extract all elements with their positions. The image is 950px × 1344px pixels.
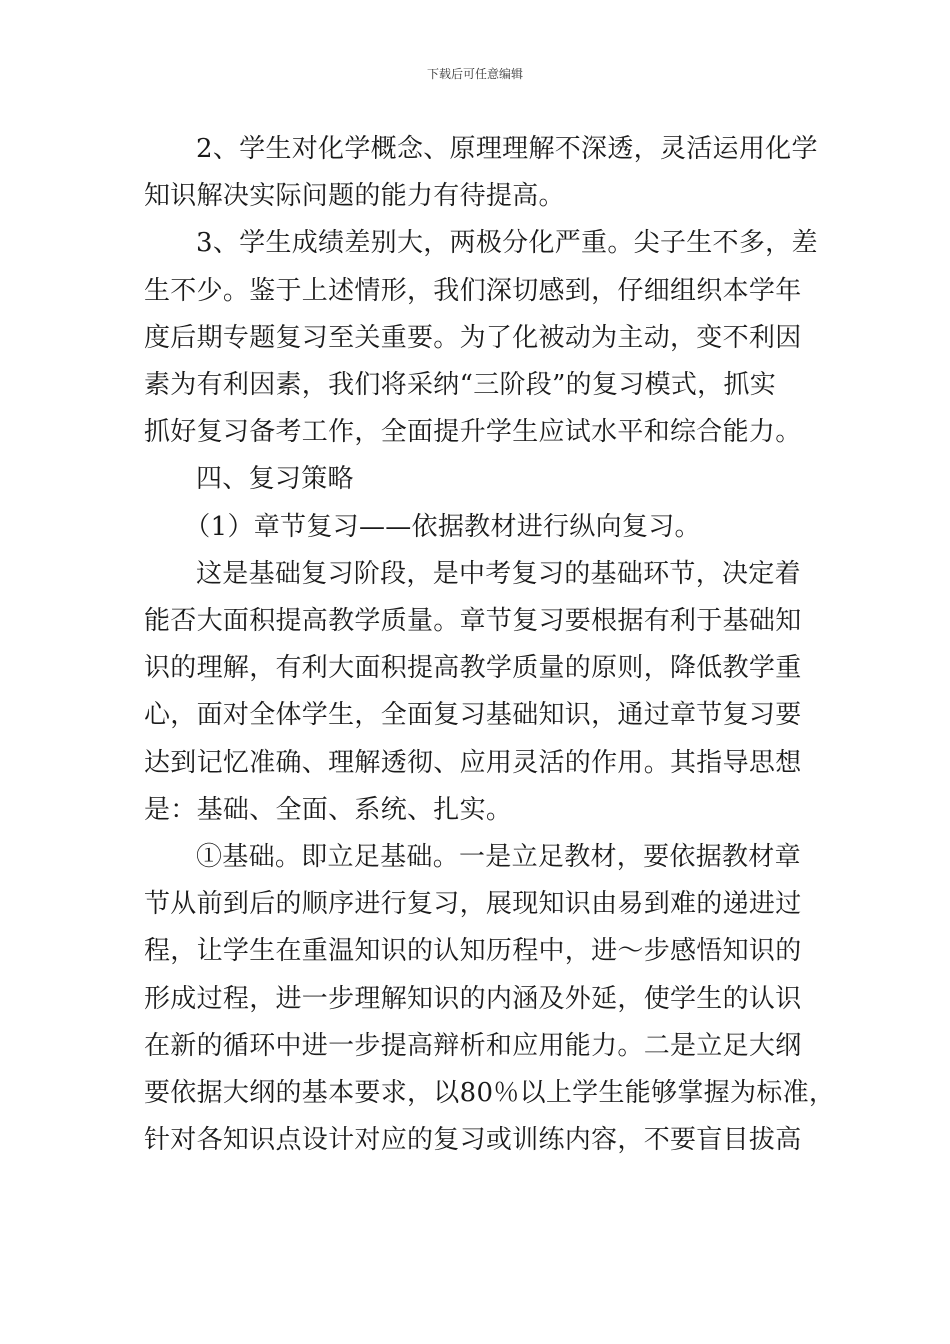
paragraph xyxy=(144,551,824,834)
text-line: 度后期专题复习至关重要。为了化被动为主动，变不利因 xyxy=(144,322,802,353)
text-line: 在新的循环中进一步提高辩析和应用能力。二是立足大纲 xyxy=(144,1030,802,1061)
text-line: 四、复习策略 xyxy=(196,464,354,495)
document-body xyxy=(144,126,836,1164)
paragraph xyxy=(144,220,824,456)
text-line: 能否大面积提高教学质量。章节复习要根据有利于基础知 xyxy=(144,606,802,637)
text-line: 素为有利因素，我们将采纳“三阶段”的复习模式，抓实 xyxy=(144,370,777,401)
paragraph xyxy=(144,126,824,220)
text-line: 要依据大纲的基本要求，以80％以上学生能够掌握为标准， xyxy=(144,1078,836,1109)
text-line: 生不少。鉴于上述情形，我们深切感到，仔细组织本学年 xyxy=(144,275,802,306)
text-line: 2、学生对化学概念、原理理解不深透，灵活运用化学 xyxy=(196,134,818,164)
text-line: （1）章节复习——依据教材进行纵向复习。 xyxy=(184,511,701,542)
text-line: ①基础。即立足基础。一是立足教材，要依据教材章 xyxy=(196,842,801,873)
text-line: 识的理解，有利大面积提高教学质量的原则，降低教学重 xyxy=(144,653,802,684)
text-line: 形成过程，进一步理解知识的内涵及外延，使学生的认识 xyxy=(144,983,802,1014)
page-header: 下载后可任意编辑 xyxy=(426,67,523,81)
text-line: 3、学生成绩差别大，两极分化严重。尖子生不多，差 xyxy=(196,228,818,259)
subsection-heading xyxy=(144,504,824,551)
text-line: 抓好复习备考工作，全面提升学生应试水平和综合能力。 xyxy=(144,417,802,448)
text-line: 针对各知识点设计对应的复习或训练内容，不要盲目拔高 xyxy=(144,1125,802,1156)
text-line: 知识解决实际问题的能力有待提高。 xyxy=(144,181,565,212)
paragraph xyxy=(144,834,836,1164)
text-line: 节从前到后的顺序进行复习，展现知识由易到难的递进过 xyxy=(144,889,802,920)
text-line: 程，让学生在重温知识的认知历程中，进～步感悟知识的 xyxy=(144,936,802,967)
section-heading xyxy=(144,456,824,503)
text-line: 这是基础复习阶段，是中考复习的基础环节，决定着 xyxy=(196,558,801,589)
text-line: 是：基础、全面、系统、扎实。 xyxy=(144,794,513,825)
text-line: 达到记忆准确、理解透彻、应用灵活的作用。其指导思想 xyxy=(144,747,802,778)
text-line: 心，面对全体学生，全面复习基础知识，通过章节复习要 xyxy=(144,700,802,731)
